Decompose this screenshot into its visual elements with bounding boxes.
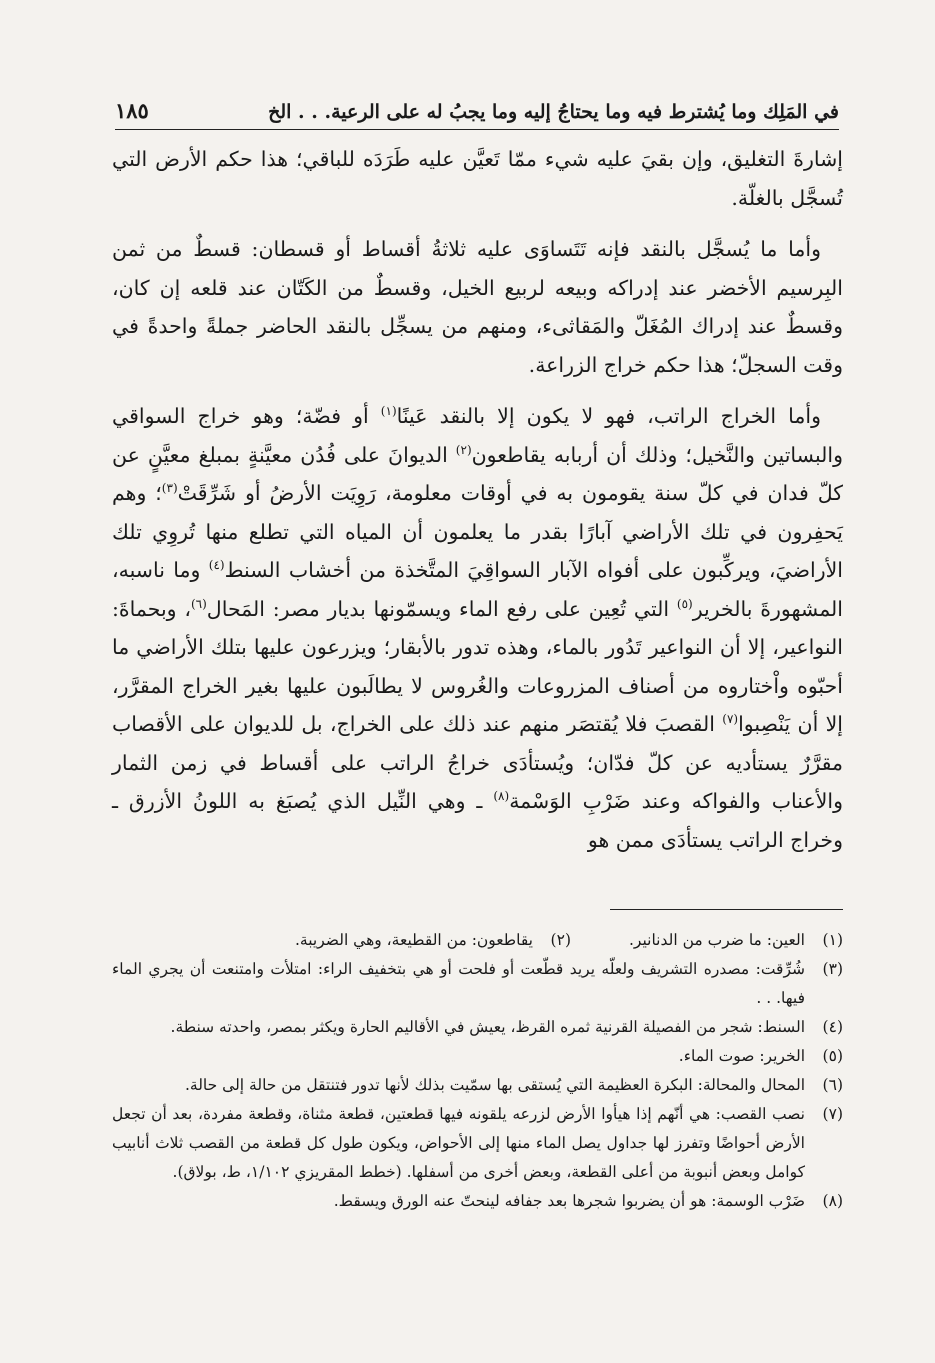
footnote-6	[112, 1071, 843, 1100]
text-run: وأما الخراج الراتب، فهو لا يكون إلا بالنقد عَينًا	[396, 404, 821, 428]
text-run: أو فضّة؛ وهو خراج السواقي والبساتين والنَّخيل؛ وذلك أن أربابه يقاطعون	[112, 404, 843, 467]
paragraph-2	[112, 230, 843, 384]
paragraph-3	[112, 397, 843, 859]
footnote-separator	[610, 909, 843, 910]
footnote-2	[112, 926, 571, 955]
footnote-marker: (١)	[380, 404, 397, 419]
footnote-text: نصب القصب: هي أنّهم إذا هيأوا الأرض لزرعه يلقونه فيها قطعتين، قطعة مثناة، وقطعة مفردة، بعد أن تجعل الأرض أحواضًا وتفرز لها جداول يصل الماء منها إلى الأحواض، ويكون طول كل قطعة من القصب ثلاث أنابيب كوامل وبعض أنبوبة من أعلى القطعة، وبعض أخرى من أسفلها. (خطط المقريزي ١/١٠٢، ط، بولاق).	[112, 1105, 805, 1181]
text-run: ؛ وهم يَحفِرون في تلك الأراضي آبارًا بقدر ما يعلمون أن المياه التي تطلع منها تُروِي تلك الأراضيَ، ويركِّبون على أفواه الآبار السواقِيَ المتَّخذة من أخشاب السنط	[112, 481, 843, 582]
text-run: الديوانَ على فُدُن معيَّنةٍ بمبلغ معيَّنٍ عن كلّ فدان في كلّ سنة يقومون به في أوقات معلومة، رَوِيَت الأرضُ أو شَرِّقَتْ	[112, 442, 844, 505]
main-text	[112, 140, 843, 872]
footnote-marker: (٢)	[455, 442, 472, 457]
footnote-number: (٤)	[822, 1018, 843, 1036]
footnote-text: شُرِّقت: مصدره التشريف ولعلّه يريد قطّعت أو فلحت أو هي بتخفيف الراء: امتلأت وامتنعت أن يجري الماء فيها. . .	[112, 960, 805, 1007]
page-number: ١٨٥	[115, 98, 149, 123]
footnote-number: (٨)	[822, 1192, 843, 1210]
running-header	[115, 88, 839, 130]
footnote-number: (١)	[822, 931, 843, 949]
footnote-number: (٥)	[822, 1047, 843, 1065]
text-run: وأما ما يُسجَّل بالنقد فإنه تَتَساوَى عليه ثلاثةُ أقساط أو قسطان: قسطٌ من ثمن البِرسيم الأخضر عند إدراكه وبيعه لربيع الخيل، وقسطٌ من الكَتّان عند قلعه إن كان، وقسطٌ عند إدراك المُغَلّ والمَقاثىء، ومنهم من يسجِّل بالنقد الحاضر جملةً واحدةً في وقت السجلّ؛ هذا حكم خراج الزراعة.	[112, 237, 843, 377]
footnote-text: ضَرْب الوسمة: هو أن يضربوا شجرها بعد جفافه لينحتّ عنه الورق ويسقط.	[333, 1192, 805, 1210]
text-run: القصبَ فلا يُقتصَر منهم عند ذلك على الخراج، بل للديوان على الأقصاب مقرَّرٌ يستأديه عن كلّ فدّان؛ ويُستأدَى خراجُ الراتب على أقساط في زمن الثمار والأعناب والفواكه وعند ضَرْبِ الوَسْمة	[112, 712, 843, 813]
footnote-8	[112, 1187, 843, 1216]
footnote-marker: (٤)	[208, 558, 225, 573]
footnote-7	[112, 1100, 843, 1187]
text-run: إشارةَ التغليق، وإن بقيَ عليه شيء ممّا تَعيَّن عليه طَرَدَه للباقي؛ هذا حكم الأرض التي تُسجَّل بالغلّة.	[112, 147, 843, 210]
footnote-marker: (٧)	[722, 712, 739, 727]
footnote-number: (٢)	[550, 931, 571, 949]
footnote-number: (٧)	[822, 1105, 843, 1123]
footnote-marker: (٦)	[190, 596, 207, 611]
footnotes	[112, 926, 843, 1216]
footnote-number: (٦)	[822, 1076, 843, 1094]
running-title: في المَلِك وما يُشترط فيه وما يحتاجُ إليه وما يجبُ له على الرعية. . . الخ	[268, 101, 839, 123]
footnote-text: المحال والمحالة: البكرة العظيمة التي يُستقى بها سمّيت بذلك لأنها تدور فتنتقل من حالة إلى حالة.	[184, 1076, 805, 1094]
footnote-4	[112, 1013, 843, 1042]
footnote-3	[112, 955, 843, 1013]
footnote-text: السنط: شجر من الفصيلة القرنية ثمره القرظ، يعيش في الأقاليم الحارة ويكثر بمصر، واحدته سنطة.	[170, 1018, 805, 1036]
footnote-row-1-2	[112, 926, 843, 955]
text-run: التي تُعِين على رفع الماء ويسمّونها بديار مصر: المَحال	[206, 596, 677, 621]
text-run: ، وبحماةَ: النواعير، إلا أن النواعير تَدُور بالماء، وهذه تدور بالأبقار؛ ويزرعون عليها بتلك الأراضي ما أحبّوه واْختاروه من أصناف المزروعات والغُروس لا يطالَبون عليها بغير الخراج المقرَّر، إلا أن يَنْصِبوا	[112, 596, 843, 736]
footnote-marker: (٥)	[676, 596, 693, 611]
footnote-text: العين: ما ضرب من الدنانير.	[628, 931, 805, 949]
footnote-5	[112, 1042, 843, 1071]
footnote-1	[571, 926, 843, 955]
paragraph-1	[112, 140, 843, 217]
footnote-marker: (٨)	[493, 789, 510, 804]
text-run: وما ناسبه، المشهورةَ بالخرير	[112, 558, 843, 621]
footnote-marker: (٣)	[161, 481, 178, 496]
footnote-number: (٣)	[822, 960, 843, 978]
footnote-text: يقاطعون: من القطيعة، وهي الضريبة.	[295, 931, 533, 949]
text-run: ـ وهي النِّيل الذي يُصبَغ به اللونُ الأزرق ـ وخراج الراتب يستأدَى ممن هو	[112, 789, 843, 852]
footnote-text: الخرير: صوت الماء.	[678, 1047, 805, 1065]
